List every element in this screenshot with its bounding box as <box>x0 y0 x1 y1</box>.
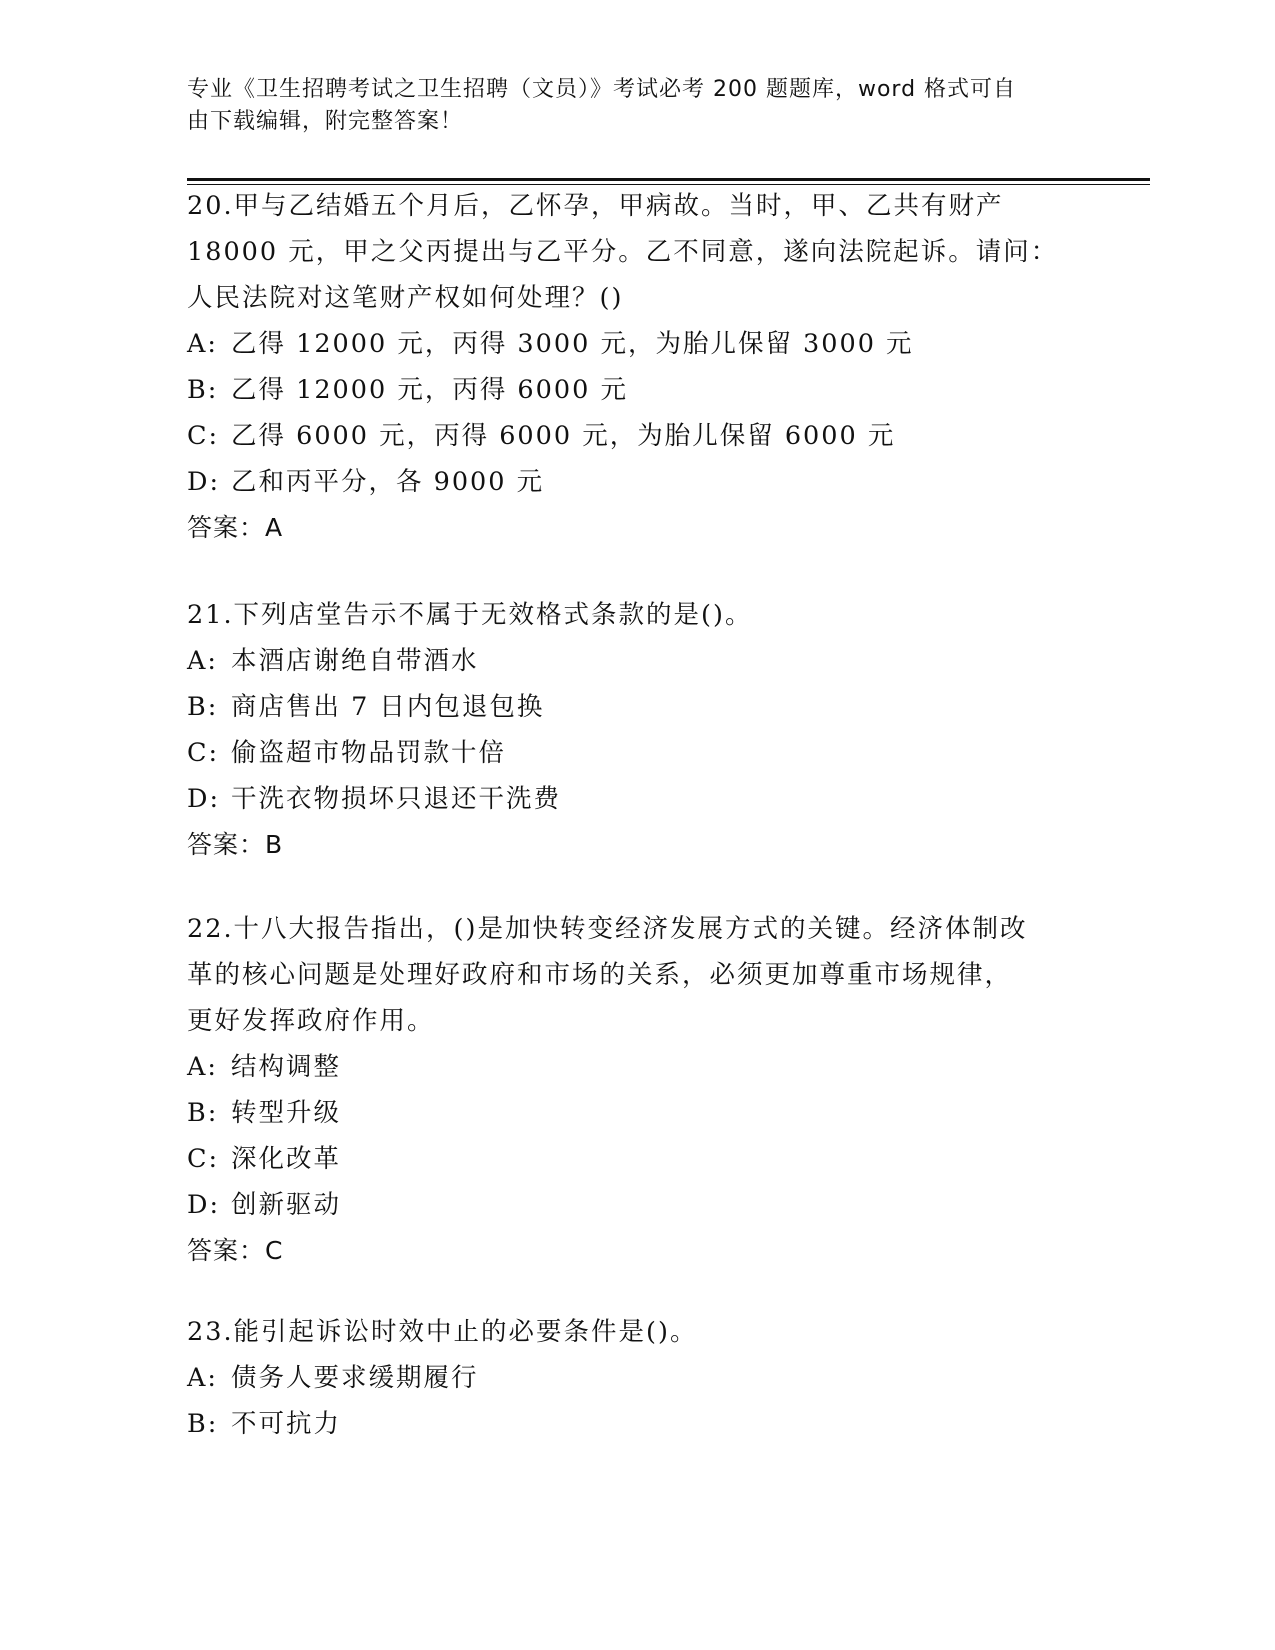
option-b <box>187 684 1087 730</box>
option-letter: B: <box>187 692 219 722</box>
question-text-line: 20.甲与乙结婚五个月后，乙怀孕，甲病故。当时，甲、乙共有财产 <box>187 191 1004 221</box>
option-text: 不可抗力 <box>231 1409 342 1439</box>
question-21 <box>187 592 1087 868</box>
document-header <box>187 74 1067 138</box>
question-text-line: 18000 元，甲之父丙提出与乙平分。乙不同意，遂向法院起诉。请问： <box>187 237 1059 267</box>
option-letter: D: <box>187 784 221 814</box>
question-20 <box>187 183 1087 551</box>
option-letter: A: <box>187 646 219 676</box>
option-letter: C: <box>187 1144 220 1174</box>
option-text: 乙得 6000 元，丙得 6000 元，为胎儿保留 6000 元 <box>231 421 896 451</box>
option-letter: A: <box>187 329 219 359</box>
question-23 <box>187 1309 1087 1447</box>
option-letter: D: <box>187 467 221 497</box>
question-text-line: 21.下列店堂告示不属于无效格式条款的是()。 <box>187 600 753 630</box>
option-letter: B: <box>187 1098 219 1128</box>
answer-line: 答案：A <box>187 513 284 542</box>
option-c <box>187 730 1087 776</box>
option-letter: C: <box>187 738 220 768</box>
answer-line: 答案：B <box>187 830 284 859</box>
option-c <box>187 413 1087 459</box>
option-d <box>187 459 1087 505</box>
option-text: 乙得 12000 元，丙得 3000 元，为胎儿保留 3000 元 <box>231 329 914 359</box>
option-text: 结构调整 <box>231 1052 342 1082</box>
option-text: 创新驱动 <box>231 1190 342 1220</box>
option-text: 债务人要求缓期履行 <box>231 1363 479 1393</box>
option-letter: B: <box>187 1409 219 1439</box>
option-a <box>187 321 1087 367</box>
option-a <box>187 1355 1087 1401</box>
option-text: 深化改革 <box>231 1144 342 1174</box>
option-text: 转型升级 <box>231 1098 342 1128</box>
question-text-line: 人民法院对这笔财产权如何处理？() <box>187 283 624 313</box>
option-letter: D: <box>187 1190 221 1220</box>
question-text-line: 22.十八大报告指出，()是加快转变经济发展方式的关键。经济体制改 <box>187 914 1028 944</box>
option-b <box>187 367 1087 413</box>
option-letter: A: <box>187 1052 219 1082</box>
option-a <box>187 1044 1087 1090</box>
option-b <box>187 1401 1087 1447</box>
option-letter: C: <box>187 421 220 451</box>
option-text: 乙得 12000 元，丙得 6000 元 <box>231 375 628 405</box>
option-text: 本酒店谢绝自带酒水 <box>231 646 479 676</box>
header-line-1: 专业《卫生招聘考试之卫生招聘（文员）》考试必考 200 题题库，word 格式可自 <box>187 77 1017 102</box>
question-text-line: 革的核心问题是处理好政府和市场的关系，必须更加尊重市场规律， <box>187 960 1013 990</box>
option-d <box>187 1182 1087 1228</box>
question-text-line: 23.能引起诉讼时效中止的必要条件是()。 <box>187 1317 698 1347</box>
header-divider-thick <box>187 178 1150 181</box>
question-text-line: 更好发挥政府作用。 <box>187 1006 435 1036</box>
question-22 <box>187 906 1087 1274</box>
option-text: 商店售出 7 日内包退包换 <box>231 692 545 722</box>
option-letter: B: <box>187 375 219 405</box>
option-text: 乙和丙平分，各 9000 元 <box>231 467 545 497</box>
option-d <box>187 776 1087 822</box>
answer-line: 答案：C <box>187 1236 284 1265</box>
option-letter: A: <box>187 1363 219 1393</box>
option-b <box>187 1090 1087 1136</box>
header-line-2: 由下载编辑，附完整答案！ <box>187 109 464 134</box>
option-a <box>187 638 1087 684</box>
option-c <box>187 1136 1087 1182</box>
option-text: 偷盗超市物品罚款十倍 <box>231 738 507 768</box>
option-text: 干洗衣物损坏只退还干洗费 <box>231 784 562 814</box>
